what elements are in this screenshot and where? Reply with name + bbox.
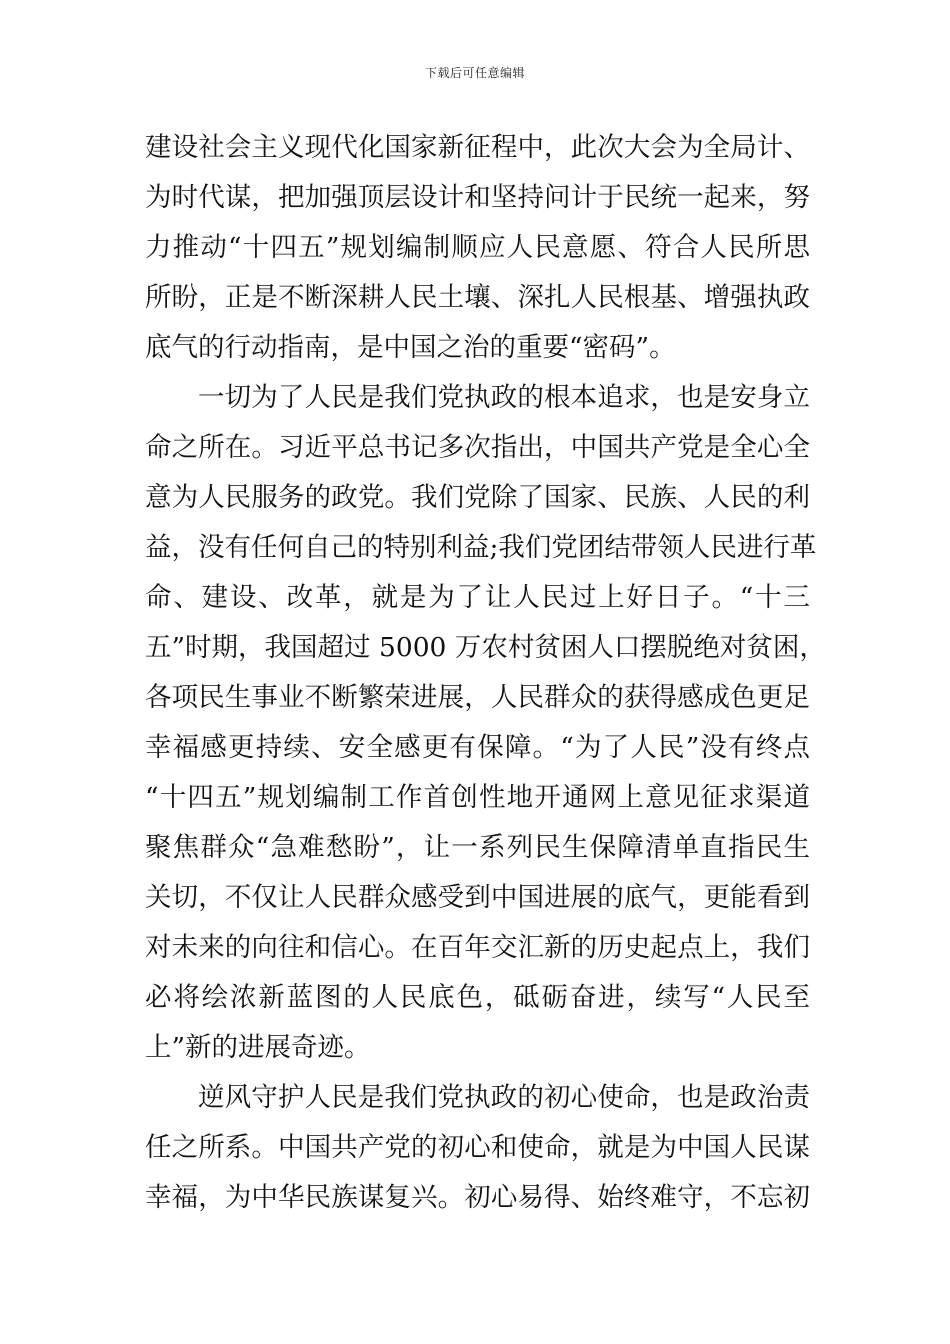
text-line: “十四五”规划编制工作首创性地开通网上意见征求渠道	[145, 782, 810, 813]
text-line: 各项民生事业不断繁荣进展，人民群众的获得感成色更足	[145, 682, 810, 713]
text-line: 为时代谋，把加强顶层设计和坚持问计于民统一起来，努	[145, 182, 810, 213]
text-line: 意为人民服务的政党。我们党除了国家、民族、人民的利	[145, 482, 810, 513]
text-line: 命之所在。习近平总书记多次指出，中国共产党是全心全	[145, 432, 810, 463]
text-line: 一切为了人民是我们党执政的根本追求，也是安身立	[198, 382, 810, 413]
page-header: 下载后可任意编辑	[424, 66, 525, 80]
text-line: 益，没有任何自己的特别利益;我们党团结带领人民进行革	[145, 532, 817, 563]
text-line: 任之所系。中国共产党的初心和使命，就是为中国人民谋	[145, 1132, 810, 1163]
text-line: 必将绘浓新蓝图的人民底色，砥砺奋进，续写“人民至	[145, 982, 810, 1013]
document-body	[145, 123, 826, 1223]
text-line: 所盼，正是不断深耕人民土壤、深扎人民根基、增强执政	[145, 282, 810, 313]
text-line: 逆风守护人民是我们党执政的初心使命，也是政治责	[198, 1082, 810, 1113]
text-line: 力推动“十四五”规划编制顺应人民意愿、符合人民所思	[145, 232, 810, 263]
text-line: 幸福，为中华民族谋复兴。初心易得、始终难守，不忘初	[145, 1182, 810, 1213]
text-line: 幸福感更持续、安全感更有保障。“为了人民”没有终点	[145, 732, 810, 763]
text-line: 建设社会主义现代化国家新征程中，此次大会为全局计、	[145, 132, 810, 163]
text-line: 底气的行动指南，是中国之治的重要“密码”。	[145, 332, 676, 363]
text-line: 五”时期，我国超过 5000 万农村贫困人口摆脱绝对贫困，	[145, 632, 826, 663]
text-line: 上”新的进展奇迹。	[145, 1032, 371, 1063]
text-line: 关切，不仅让人民群众感受到中国进展的底气，更能看到	[145, 882, 810, 913]
text-line: 聚焦群众“急难愁盼”，让一系列民生保障清单直指民生	[145, 832, 810, 863]
text-line: 对未来的向往和信心。在百年交汇新的历史起点上，我们	[145, 932, 810, 963]
text-line: 命、建设、改革，就是为了让人民过上好日子。“十三	[145, 582, 810, 613]
